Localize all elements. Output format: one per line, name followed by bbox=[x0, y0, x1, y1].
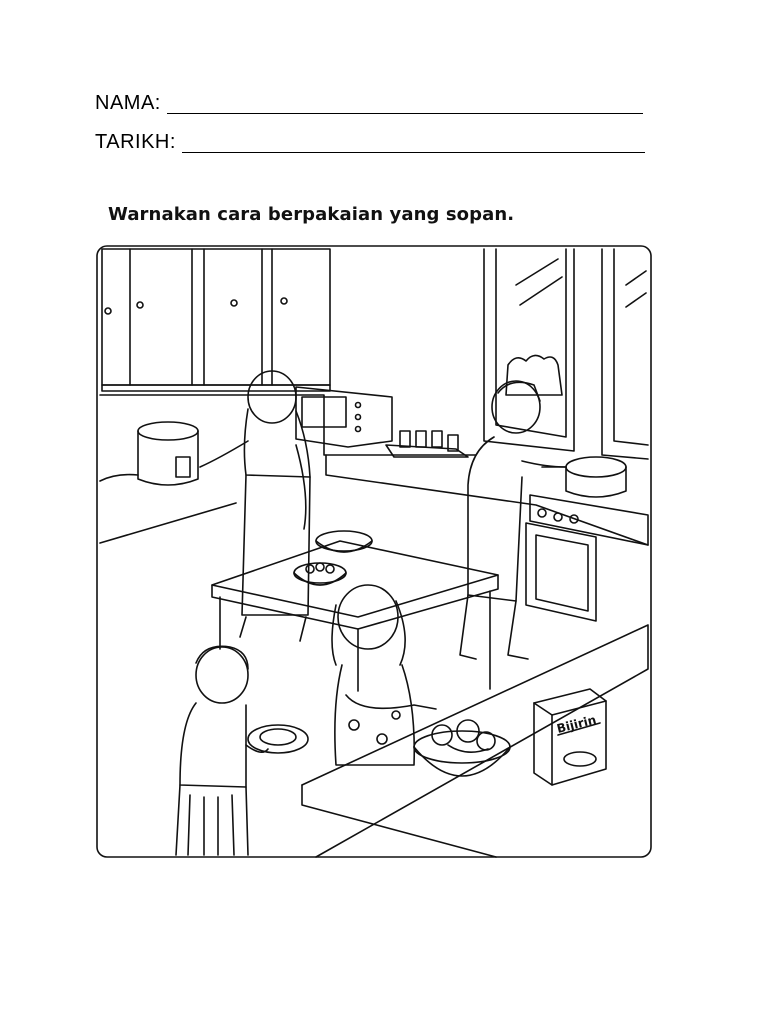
front-counter bbox=[302, 625, 648, 857]
name-label: NAMA: bbox=[95, 92, 161, 114]
instruction-text: Warnakan cara berpakaian yang sopan. bbox=[108, 204, 515, 225]
woman-figure bbox=[200, 371, 310, 641]
man-figure bbox=[460, 381, 566, 659]
name-field[interactable] bbox=[95, 92, 643, 114]
name-blank-line[interactable] bbox=[167, 95, 643, 114]
fried-food-bowl bbox=[316, 531, 372, 551]
date-blank-line[interactable] bbox=[182, 134, 645, 153]
cereal-box bbox=[534, 689, 606, 785]
date-field[interactable] bbox=[95, 131, 645, 153]
fruit-bowl bbox=[414, 720, 510, 776]
microwave bbox=[296, 387, 392, 447]
kitchen-illustration bbox=[96, 245, 652, 858]
rice-cooker bbox=[100, 422, 198, 485]
date-label: TARIKH: bbox=[95, 131, 176, 153]
upper-cabinets bbox=[102, 249, 330, 391]
dining-table bbox=[212, 531, 498, 691]
glasses-tray bbox=[386, 431, 468, 457]
window bbox=[484, 249, 648, 459]
boy-figure bbox=[176, 646, 308, 855]
cereal-brand-label: Bijirin bbox=[555, 712, 598, 736]
